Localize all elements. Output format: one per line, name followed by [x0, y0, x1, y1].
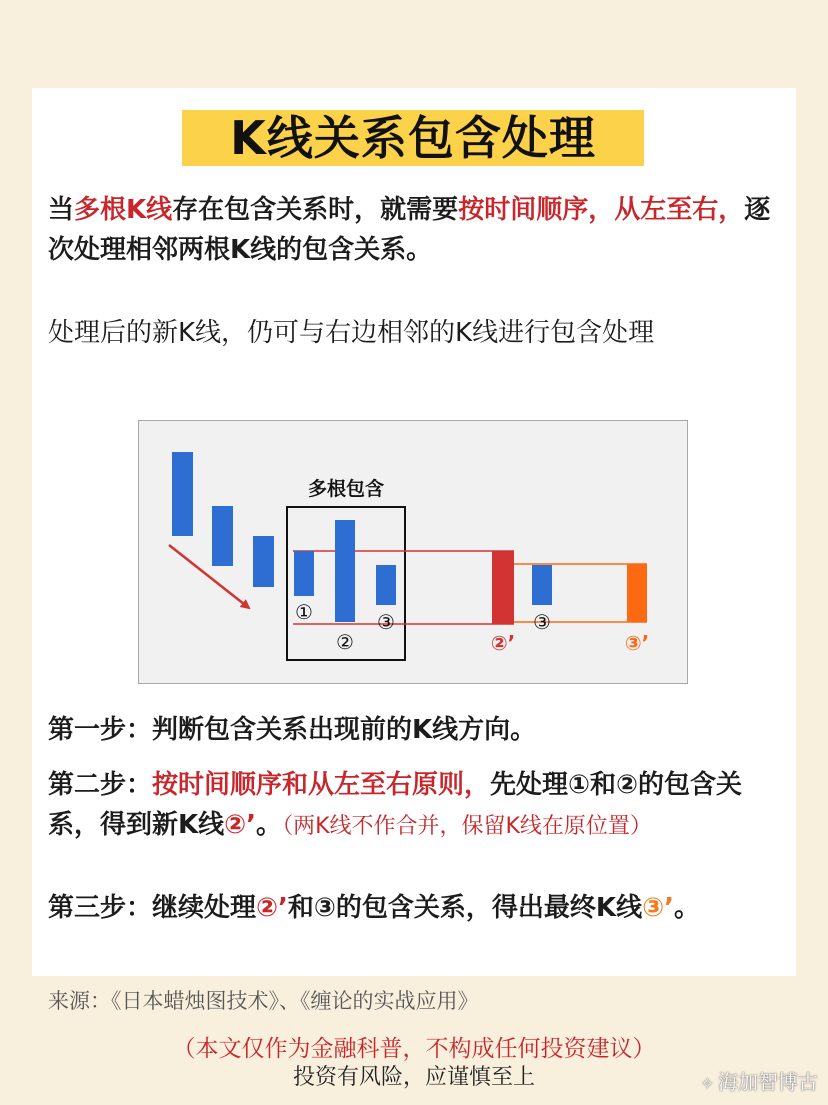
candle-3-label: ③: [377, 610, 395, 634]
step-2-highlight: 按时间顺序和从左至右原则，: [152, 770, 491, 800]
candle-2-label: ②: [336, 630, 354, 654]
candle-1: [294, 551, 314, 596]
step-2: [48, 765, 788, 847]
watermark-text: 海加智博古: [718, 1070, 818, 1094]
note-paragraph: 处理后的新K线，仍可与右边相邻的K线进行包含处理: [48, 318, 655, 348]
candle-prior-2: [212, 506, 233, 566]
intro-text-2: 存在包含关系时，就需要: [172, 195, 459, 225]
page-title: K线关系包含处理: [182, 110, 644, 166]
candle-3-prime-label: ③’: [624, 631, 650, 655]
kline-diagram-svg: [139, 421, 687, 683]
intro-highlight-1: 多根K线: [74, 195, 173, 225]
candle-3-prime: [627, 564, 647, 622]
candle-2-prime-label: ②’: [490, 631, 516, 655]
candle-2: [335, 520, 355, 622]
step-2-prefix: 第二步：: [48, 770, 153, 800]
step-3-period: 。: [673, 893, 700, 923]
step-2-text: 先处理①和②的包含关系，得到新K线: [48, 770, 743, 840]
candle-prior-1: [172, 452, 193, 536]
watermark: [701, 1068, 818, 1098]
step-2-new-kline: ②’: [224, 810, 257, 840]
source-text: 来源：《日本蜡烛图技术》、《缠论的实战应用》: [48, 989, 479, 1013]
intro-highlight-2: 按时间顺序，从左至右，: [458, 195, 745, 225]
candle-3: [376, 565, 396, 605]
candle-3-repeat: [532, 565, 552, 605]
intro-text-3: 逐次处理相邻两根K线的包含关系。: [48, 195, 771, 265]
candle-1-label: ①: [295, 600, 313, 624]
candle-prior-3: [253, 536, 274, 587]
disclaimer-text: （本文仅作为金融科普，不构成任何投资建议）: [172, 1036, 656, 1062]
downtrend-arrow: [169, 545, 249, 608]
step-1: 第一步：判断包含关系出现前的K线方向。: [48, 715, 537, 745]
candle-2-prime: [492, 551, 514, 624]
step-3-text-2: 和③的包含关系，得出最终K线: [287, 893, 643, 923]
step-2-period: 。: [256, 810, 283, 840]
step-2-note: （两K线不作合并，保留K线在原位置）: [282, 814, 652, 839]
intro-text-1: 当: [48, 195, 75, 225]
multi-inclusion-label: 多根包含: [307, 478, 385, 500]
sparkle-icon: ✧: [700, 1074, 714, 1093]
step-3: [48, 888, 788, 928]
kline-diagram: [138, 420, 688, 684]
step-3-kline-2p: ②’: [256, 893, 288, 923]
intro-paragraph: [48, 190, 788, 270]
step-3-kline-3p: ③’: [642, 893, 674, 923]
step-3-text-1: 第三步：继续处理: [48, 893, 257, 923]
candle-3-repeat-label: ③: [533, 610, 551, 634]
risk-warning: 投资有风险，应谨慎至上: [292, 1065, 535, 1090]
